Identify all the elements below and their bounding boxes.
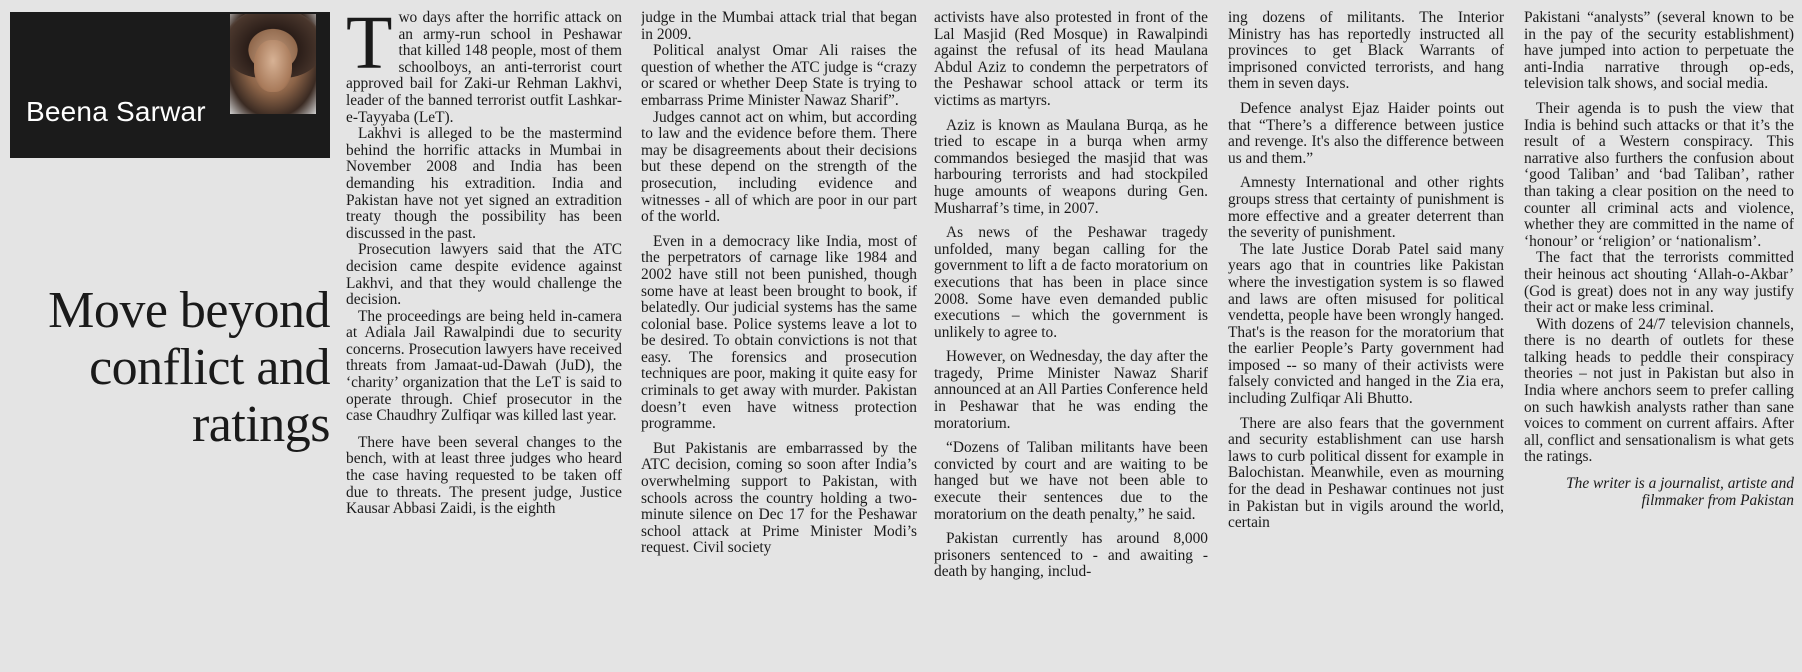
paragraph: Judges cannot act on whim, but according to law and the evidence before them. There may be disagreements about their decisions but these depend on the strength of the prosecution, including evidence and witnesses - all of which are poor in our part of the world.: [641, 108, 917, 226]
paragraph: The fact that the terrorists committed their heinous act shouting ‘Allah-o-Akbar’ (God is great) does not in any way justify their act or make less criminal.: [1524, 249, 1794, 317]
paragraph: Prosecution lawyers said that the ATC decision came despite evidence against Lakhvi, and that they would challenge the decision.: [346, 241, 622, 309]
paragraph: judge in the Mumbai attack trial that began in 2009.: [641, 10, 917, 43]
paragraph: The late Justice Dorab Patel said many years ago that in countries like Pakistan where the investigation system is so flawed and laws are often misused for political vendetta, people have been wrongly hanged. That's is the reason for the moratorium that the earlier People’s Party government had imposed -- so many of their activists were falsely convicted and hanged in the Zia era, including Zulfiqar Ali Bhutto.: [1228, 240, 1504, 408]
paragraph: Defence analyst Ejaz Haider points out that “There’s a difference between justice and revenge. It's also the difference between us and them.”: [1228, 99, 1504, 167]
author-name: Beena Sarwar: [26, 96, 206, 127]
paragraph: Pakistan currently has around 8,000 prisoners sentenced to - and awaiting - death by hanging, includ-: [934, 530, 1208, 581]
paragraph: wo days after the horrific attack on an army-run school in Peshawar that killed 148 people, most of them schoolboys, an anti-terrorist court approved bail for Zaki-ur Rehman Lakhvi, leader of the banned terrorist outfit Lashkar-e-Tayyaba (LeT).: [346, 10, 622, 126]
headline: Move beyond conflict and ratings: [48, 282, 330, 453]
article-column-5: [1524, 10, 1794, 655]
article-column-4: [1228, 10, 1504, 655]
paragraph: activists have also protested in front of the Lal Masjid (Red Mosque) in Rawalpindi against the refusal of its head Maulana Abdul Aziz to condemn the perpetrators of the Peshawar school attack or term its victims as martyrs.: [934, 10, 1208, 109]
paragraph: There are also fears that the government and security establishment can use harsh laws to curb political dissent for example in Balochistan. Meanwhile, even as mourning for the dead in Peshawar continues not just in Pakistan but in vigils around the world, certain: [1228, 414, 1504, 532]
byline-box: [10, 12, 330, 158]
paragraph: As news of the Peshawar tragedy unfolded, many began calling for the government to lift a de facto moratorium on executions that has been in place since 2008. Some have even demanded public executions – which the government is unlikely to agree to.: [934, 224, 1208, 341]
article-column-2: [641, 10, 917, 655]
paragraph: Even in a democracy like India, most of the perpetrators of carnage like 1984 and 2002 have still not been punished, though some have at least been brought to book, if belatedly. Our judicial systems has the same colonial base. Police systems leave a lot to be desired. To obtain convictions is not that easy. The forensics and prosecution techniques are poor, making it quite easy for criminals to get away with murder. Pakistan doesn’t even have witness protection programme.: [641, 232, 917, 433]
paragraph: There have been several changes to the bench, with at least three judges who heard the case having requested to be taken off due to threats. The present judge, Justice Kausar Abbasi Zaidi, is the eighth: [346, 433, 622, 518]
paragraph: The proceedings are being held in-camera at Adiala Jail Rawalpindi due to security concerns. Prosecution lawyers have received threats from Jamaat-ud-Dawah (JuD), the ‘charity’ organization that the LeT is said to operate through. Chief prosecutor in the case Chaudhry Zulfiqar was killed last year.: [346, 307, 622, 425]
paragraph: “Dozens of Taliban militants have been convicted by court and are waiting to be hanged but we have not been able to execute their sentences due to the moratorium on the death penalty,” he said.: [934, 439, 1208, 523]
paragraph: Amnesty International and other rights groups stress that certainty of punishment is more effective and a greater deterrent than the severity of punishment.: [1228, 174, 1504, 242]
paragraph: However, on Wednesday, the day after the tragedy, Prime Minister Nawaz Sharif announced at an All Parties Conference held in Peshawar that he was ending the moratorium.: [934, 348, 1208, 432]
paragraph: Lakhvi is alleged to be the mastermind behind the horrific attacks in Mumbai in November 2008 and India has been demanding his extradition. India and Pakistan have not yet signed an extradition treaty though the possibility has been discussed in the past.: [346, 125, 622, 242]
paragraph: Political analyst Omar Ali raises the question of whether the ATC judge is “crazy or scared or whether Deep State is trying to embarrass Prime Minister Nawaz Sharif”.: [641, 42, 917, 109]
article-column-3: [934, 10, 1208, 655]
paragraph: But Pakistanis are embarrassed by the ATC decision, coming so soon after India’s overwhelming support to Pakistan, with schools across the country holding a two-minute silence on Dec 17 for the Peshawar school attack at Prime Minister Modi’s request. Civil society: [641, 439, 917, 557]
author-footnote: The writer is a journalist, artiste and filmmaker from Pakistan: [1566, 475, 1794, 509]
paragraph: With dozens of 24/7 television channels, there is no dearth of outlets for these talking heads to peddle their conspiracy theories – not just in Pakistan but also in India where anchors seem to prefer calling on such hawkish analysts rather than sane voices to comment on current affairs. After all, conflict and sensationalism is what gets the ratings.: [1524, 315, 1794, 466]
paragraph: ing dozens of militants. The Interior Ministry has has reportedly instructed all provinces to get Black Warrants of imprisoned convicted terrorists, and hang them in seven days.: [1228, 10, 1504, 93]
paragraph: Aziz is known as Maulana Burqa, as he tried to escape in a burqa when army commandos besieged the masjid that was harbouring terrorists and had stockpiled huge amounts of weapons during Gen. Musharraf’s time, in 2007.: [934, 116, 1208, 217]
paragraph: Their agenda is to push the view that India is behind such attacks or that it’s the result of a Western conspiracy. This narrative also furthers the confusion about ‘good Taliban’ and ‘bad Taliban’, rather than taking a clear position on the need to counter all criminal acts and violence, whether they are committed in the name of ‘honour’ or ‘religion’ or ‘nationalism’.: [1524, 99, 1794, 250]
article-column-1: [346, 10, 622, 655]
author-photo: [230, 14, 316, 114]
paragraph: Pakistani “analysts” (several known to be in the pay of the security establishment) have jumped into action to perpetuate the anti-India narrative through op-eds, television talk shows, and social media.: [1524, 10, 1794, 93]
drop-cap: T: [346, 10, 393, 85]
